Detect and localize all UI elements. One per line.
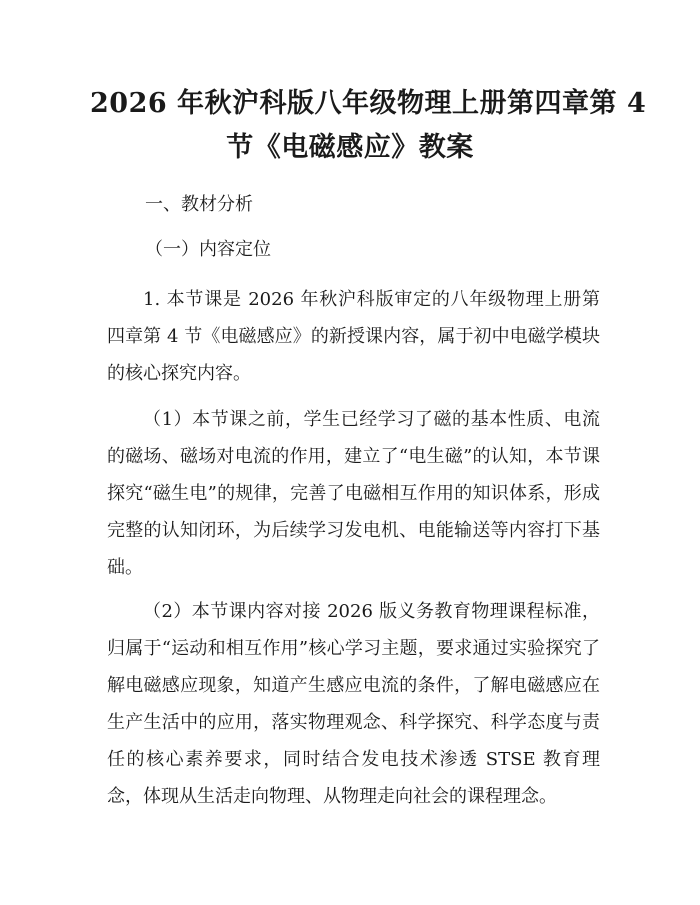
- subsection-heading: （一）内容定位: [145, 239, 271, 260]
- paragraph-curriculum-standard: （2）本节课内容对接 2026 版义务教育物理课程标准，归属于“运动和相互作用”核心学习主题，要求通过实验探究了解电磁感应现象，知道产生感应电流的条件，了解电磁感应在生产生活中的应用，落实物理观念、科学探究、科学态度与责任的核心素养要求，同时结合发电技术渗透 STSE 教育理念，体现从生活走向物理、从物理走向社会的课程理念。: [107, 601, 600, 807]
- section-heading: 一、教材分析: [145, 194, 253, 215]
- paragraph-content-position: 1. 本节课是 2026 年秋沪科版审定的八年级物理上册第四章第 4 节《电磁感应》的新授课内容，属于初中电磁学模块的核心探究内容。: [107, 289, 600, 384]
- document-title-line-1: 2026 年秋沪科版八年级物理上册第四章第 4: [90, 88, 647, 119]
- paragraph-prior-knowledge: （1）本节课之前，学生已经学习了磁的基本性质、电流的磁场、磁场对电流的作用，建立了“电生磁”的认知，本节课探究“磁生电”的规律，完善了电磁相互作用的知识体系，形成完整的认知闭环，为后续学习发电机、电能输送等内容打下基础。: [107, 409, 600, 578]
- document-title-line-2: 节《电磁感应》教案: [226, 132, 474, 163]
